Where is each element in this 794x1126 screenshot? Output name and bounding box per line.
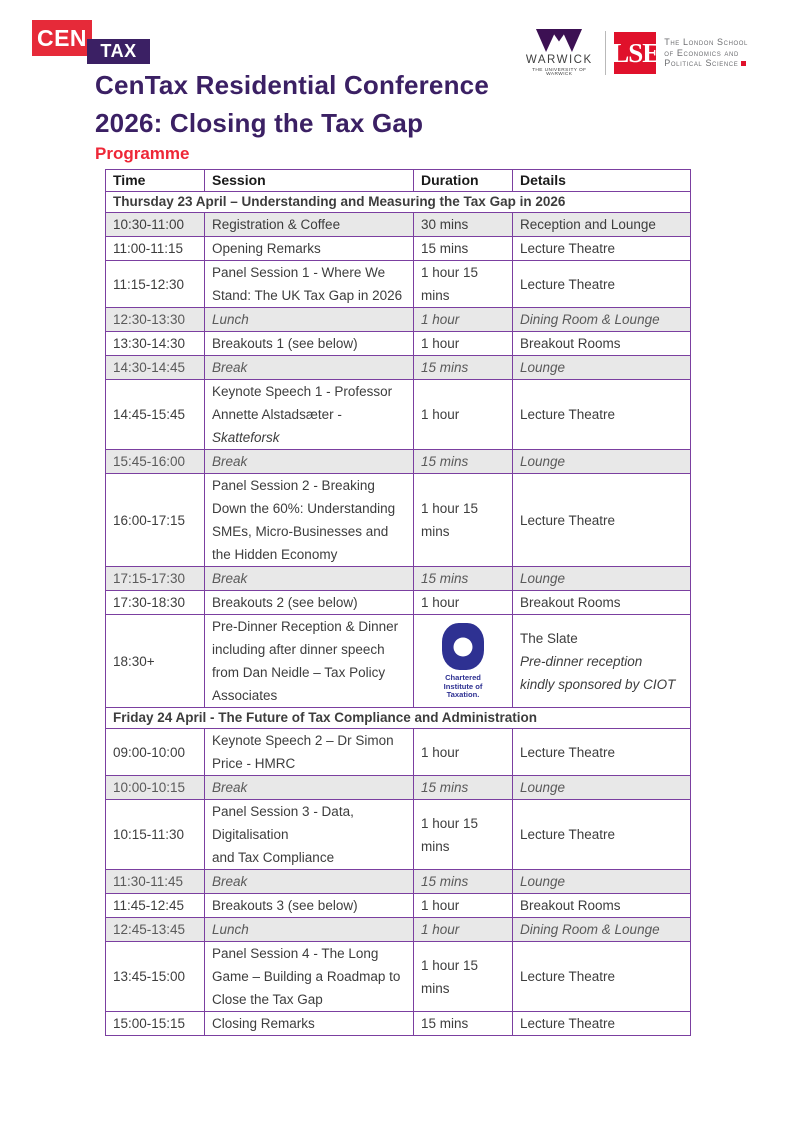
programme-row bbox=[106, 380, 691, 450]
programme-row bbox=[106, 918, 691, 942]
cell-line: Lecture Theatre bbox=[520, 241, 616, 256]
cell-line: Lounge bbox=[520, 454, 566, 469]
cell-line: Break bbox=[212, 454, 248, 469]
session-cell bbox=[205, 261, 414, 308]
time-cell bbox=[106, 870, 205, 894]
lse-line1: The London School bbox=[664, 37, 748, 48]
lse-line2: of Economics and bbox=[664, 47, 739, 58]
details-cell bbox=[513, 729, 691, 776]
cell-line: Lunch bbox=[212, 312, 249, 327]
cell-line: Panel Session 1 - Where We bbox=[212, 265, 386, 280]
page-title bbox=[95, 66, 489, 142]
cell-line: Break bbox=[212, 360, 248, 375]
warwick-name: WARWICK bbox=[525, 54, 593, 66]
cell-line: Pre-Dinner Reception & Dinner bbox=[212, 619, 399, 634]
details-cell bbox=[513, 308, 691, 332]
cell-line: Digitalisation bbox=[212, 827, 289, 842]
details-cell bbox=[513, 380, 691, 450]
column-header-duration: Duration bbox=[414, 170, 513, 192]
cell-line: Associates bbox=[212, 688, 278, 703]
ciot-logo bbox=[421, 618, 505, 704]
lse-wordmark bbox=[664, 37, 748, 69]
page-title-line1: CenTax Residential Conference bbox=[95, 70, 489, 100]
details-cell bbox=[513, 332, 691, 356]
duration-cell bbox=[414, 870, 513, 894]
cell-line: 1 hour 15 bbox=[421, 501, 479, 516]
duration-cell bbox=[414, 567, 513, 591]
section-heading-row bbox=[106, 192, 691, 213]
details-cell bbox=[513, 591, 691, 615]
centax-tax-box bbox=[87, 39, 150, 64]
cell-line: the Hidden Economy bbox=[212, 547, 338, 562]
centax-logo bbox=[32, 20, 162, 66]
cell-line: 11:45-12:45 bbox=[113, 898, 185, 913]
cell-line: Dining Room & Lounge bbox=[520, 922, 660, 937]
duration-cell bbox=[414, 1012, 513, 1036]
cell-line: 15:45-16:00 bbox=[113, 454, 186, 469]
programme-row bbox=[106, 591, 691, 615]
details-cell bbox=[513, 1012, 691, 1036]
session-cell bbox=[205, 776, 414, 800]
cell-line: Registration & Coffee bbox=[212, 217, 341, 232]
cell-line: 17:15-17:30 bbox=[113, 571, 186, 586]
cell-line: mins bbox=[421, 524, 450, 539]
cell-line: Lounge bbox=[520, 874, 566, 889]
session-cell bbox=[205, 380, 414, 450]
cell-line: Panel Session 3 - Data, bbox=[212, 804, 354, 819]
cell-line: Reception and Lounge bbox=[520, 217, 656, 232]
cell-line: Keynote Speech 1 - Professor bbox=[212, 384, 393, 399]
duration-cell bbox=[414, 332, 513, 356]
cell-line: Closing Remarks bbox=[212, 1016, 315, 1031]
time-cell bbox=[106, 615, 205, 708]
cell-line: Lounge bbox=[520, 780, 566, 795]
cell-line: 11:30-11:45 bbox=[113, 874, 184, 889]
duration-cell bbox=[414, 918, 513, 942]
cell-line: Lecture Theatre bbox=[520, 407, 616, 422]
time-cell bbox=[106, 918, 205, 942]
cell-line: 15 mins bbox=[421, 1016, 469, 1031]
column-header-details: Details bbox=[513, 170, 691, 192]
cell-line: mins bbox=[421, 838, 450, 854]
programme-row bbox=[106, 800, 691, 870]
cell-line: 1 hour 15 bbox=[421, 957, 479, 973]
cell-line: Breakout Rooms bbox=[520, 595, 621, 610]
cell-line: 10:15-11:30 bbox=[113, 827, 185, 842]
cell-line: Lecture Theatre bbox=[520, 276, 616, 292]
cell-line: Lounge bbox=[520, 571, 566, 586]
cell-line: Panel Session 2 - Breaking bbox=[212, 478, 375, 493]
cell-line: Break bbox=[212, 874, 248, 889]
cell-line: Breakouts 2 (see below) bbox=[212, 595, 358, 610]
cell-line: 15 mins bbox=[421, 241, 469, 256]
time-cell bbox=[106, 450, 205, 474]
cell-line: 16:00-17:15 bbox=[113, 512, 186, 528]
details-cell bbox=[513, 942, 691, 1012]
details-cell bbox=[513, 870, 691, 894]
session-cell bbox=[205, 567, 414, 591]
time-cell bbox=[106, 237, 205, 261]
centax-tax-text: TAX bbox=[100, 41, 137, 61]
cell-line: Lecture Theatre bbox=[520, 827, 616, 842]
duration-cell bbox=[414, 942, 513, 1012]
cell-line: 1 hour 15 bbox=[421, 815, 479, 831]
programme-row bbox=[106, 894, 691, 918]
table-header-row bbox=[106, 170, 691, 192]
cell-line: Lounge bbox=[520, 360, 566, 375]
programme-row bbox=[106, 1012, 691, 1036]
programme-row bbox=[106, 729, 691, 776]
cell-line: Lunch bbox=[212, 922, 249, 937]
details-cell bbox=[513, 567, 691, 591]
cell-line: Annette Alstadsæter - bbox=[212, 407, 342, 422]
session-cell bbox=[205, 1012, 414, 1036]
programme-row bbox=[106, 308, 691, 332]
cell-line: 30 mins bbox=[421, 217, 469, 232]
programme-row bbox=[106, 450, 691, 474]
duration-cell bbox=[414, 591, 513, 615]
programme-heading: Programme bbox=[95, 144, 190, 163]
cell-line: Close the Tax Gap bbox=[212, 992, 323, 1007]
cell-line: Lecture Theatre bbox=[520, 1016, 616, 1031]
column-header-session: Session bbox=[205, 170, 414, 192]
programme-table-body bbox=[106, 192, 691, 1036]
cell-line: and Tax Compliance bbox=[212, 850, 335, 865]
duration-cell bbox=[414, 450, 513, 474]
programme-row bbox=[106, 332, 691, 356]
duration-cell bbox=[414, 356, 513, 380]
cell-line: 17:30-18:30 bbox=[113, 595, 186, 610]
session-cell bbox=[205, 918, 414, 942]
session-cell bbox=[205, 800, 414, 870]
duration-cell bbox=[414, 894, 513, 918]
cell-line: Breakouts 1 (see below) bbox=[212, 336, 358, 351]
cell-line: Keynote Speech 2 – Dr Simon bbox=[212, 733, 394, 748]
time-cell bbox=[106, 942, 205, 1012]
cell-line: Breakouts 3 (see below) bbox=[212, 898, 358, 913]
cell-line: 10:30-11:00 bbox=[113, 217, 185, 232]
time-cell bbox=[106, 261, 205, 308]
time-cell bbox=[106, 332, 205, 356]
details-cell bbox=[513, 261, 691, 308]
cell-line: including after dinner speech bbox=[212, 642, 385, 657]
time-cell bbox=[106, 567, 205, 591]
duration-cell bbox=[414, 237, 513, 261]
cell-line: 14:45-15:45 bbox=[113, 407, 186, 422]
lse-acronym: LSE bbox=[611, 37, 660, 68]
cell-line: 14:30-14:45 bbox=[113, 360, 186, 375]
session-cell bbox=[205, 237, 414, 261]
details-cell bbox=[513, 474, 691, 567]
ciot-ring-icon bbox=[442, 623, 484, 670]
programme-row bbox=[106, 776, 691, 800]
cell-line: Opening Remarks bbox=[212, 241, 321, 256]
cell-line: 1 hour bbox=[421, 744, 460, 760]
cell-line: 1 hour bbox=[421, 595, 460, 610]
cell-line: 1 hour bbox=[421, 407, 460, 422]
cell-line: Skatteforsk bbox=[212, 430, 280, 445]
cell-line: 15:00-15:15 bbox=[113, 1016, 186, 1031]
cell-line: 15 mins bbox=[421, 780, 469, 795]
duration-cell bbox=[414, 380, 513, 450]
cell-line: Lecture Theatre bbox=[520, 744, 616, 760]
cell-line: Lecture Theatre bbox=[520, 512, 616, 528]
time-cell bbox=[106, 729, 205, 776]
cell-line: 1 hour bbox=[421, 336, 460, 351]
details-cell bbox=[513, 800, 691, 870]
time-cell bbox=[106, 356, 205, 380]
time-cell bbox=[106, 894, 205, 918]
session-cell bbox=[205, 450, 414, 474]
programme-row bbox=[106, 261, 691, 308]
session-cell bbox=[205, 332, 414, 356]
time-cell bbox=[106, 1012, 205, 1036]
cell-line: Break bbox=[212, 571, 248, 586]
cell-line: Dining Room & Lounge bbox=[520, 312, 660, 327]
time-cell bbox=[106, 776, 205, 800]
cell-line: Breakout Rooms bbox=[520, 898, 621, 913]
page-title-line2: 2026: Closing the Tax Gap bbox=[95, 108, 424, 138]
duration-cell bbox=[414, 308, 513, 332]
programme-row bbox=[106, 356, 691, 380]
cell-line: Breakout Rooms bbox=[520, 336, 621, 351]
session-cell bbox=[205, 729, 414, 776]
details-cell bbox=[513, 776, 691, 800]
duration-cell bbox=[414, 261, 513, 308]
cell-line: 15 mins bbox=[421, 360, 469, 375]
cell-line: Game – Building a Roadmap to bbox=[212, 969, 401, 984]
section-heading-row bbox=[106, 708, 691, 729]
section-heading: Friday 24 April - The Future of Tax Compliance and Administration bbox=[106, 708, 691, 729]
partner-logos bbox=[523, 28, 748, 78]
programme-row bbox=[106, 474, 691, 567]
duration-cell bbox=[414, 729, 513, 776]
time-cell bbox=[106, 800, 205, 870]
session-cell bbox=[205, 308, 414, 332]
cell-line: 13:30-14:30 bbox=[113, 336, 186, 351]
session-cell bbox=[205, 474, 414, 567]
programme-row bbox=[106, 213, 691, 237]
duration-cell bbox=[414, 615, 513, 708]
duration-cell bbox=[414, 474, 513, 567]
cell-line: mins bbox=[421, 288, 450, 303]
cell-line: SMEs, Micro-Businesses and bbox=[212, 524, 389, 539]
cell-line: from Dan Neidle – Tax Policy bbox=[212, 665, 386, 680]
cell-line: Stand: The UK Tax Gap in 2026 bbox=[212, 288, 403, 303]
cell-line: 15 mins bbox=[421, 454, 469, 469]
lse-logo bbox=[611, 32, 660, 74]
cell-line: 1 hour 15 bbox=[421, 265, 479, 280]
cell-line: kindly sponsored by CIOT bbox=[520, 676, 676, 692]
lse-red-square-icon bbox=[741, 61, 746, 66]
programme-row bbox=[106, 942, 691, 1012]
logo-divider bbox=[605, 31, 606, 75]
cell-line: Price - HMRC bbox=[212, 756, 296, 771]
time-cell bbox=[106, 213, 205, 237]
duration-cell bbox=[414, 213, 513, 237]
cell-line: 11:15-12:30 bbox=[113, 276, 185, 292]
cell-line: 12:30-13:30 bbox=[113, 312, 186, 327]
centax-cen-text: CEN bbox=[36, 24, 88, 51]
cell-line: 1 hour bbox=[421, 312, 460, 327]
details-cell bbox=[513, 237, 691, 261]
duration-cell bbox=[414, 800, 513, 870]
cell-line: 13:45-15:00 bbox=[113, 969, 186, 984]
column-header-time: Time bbox=[106, 170, 205, 192]
cell-line: 1 hour bbox=[421, 898, 460, 913]
cell-line: Panel Session 4 - The Long bbox=[212, 946, 379, 961]
time-cell bbox=[106, 591, 205, 615]
details-cell bbox=[513, 450, 691, 474]
cell-line: 18:30+ bbox=[113, 653, 155, 669]
cell-line: Break bbox=[212, 780, 248, 795]
session-cell bbox=[205, 942, 414, 1012]
cell-line: 09:00-10:00 bbox=[113, 744, 186, 760]
details-cell bbox=[513, 213, 691, 237]
duration-cell bbox=[414, 776, 513, 800]
programme-row bbox=[106, 567, 691, 591]
session-cell bbox=[205, 615, 414, 708]
cell-line: mins bbox=[421, 980, 450, 996]
cell-line: Down the 60%: Understanding bbox=[212, 501, 396, 516]
programme-row bbox=[106, 615, 691, 708]
session-cell bbox=[205, 870, 414, 894]
time-cell bbox=[106, 380, 205, 450]
warwick-logo bbox=[523, 28, 595, 78]
lse-line3: Political Science bbox=[664, 58, 748, 69]
section-heading: Thursday 23 April – Understanding and Measuring the Tax Gap in 2026 bbox=[106, 192, 691, 213]
cell-line: Pre-dinner reception bbox=[520, 653, 643, 669]
session-cell bbox=[205, 213, 414, 237]
session-cell bbox=[205, 591, 414, 615]
cell-line: 15 mins bbox=[421, 571, 469, 586]
cell-line: Lecture Theatre bbox=[520, 969, 616, 984]
session-cell bbox=[205, 356, 414, 380]
centax-cen-box bbox=[32, 20, 92, 56]
cell-line: 10:00-10:15 bbox=[113, 780, 186, 795]
details-cell bbox=[513, 356, 691, 380]
programme-row bbox=[106, 237, 691, 261]
cell-line: 11:00-11:15 bbox=[113, 241, 184, 256]
cell-line: 1 hour bbox=[421, 922, 460, 937]
details-cell bbox=[513, 894, 691, 918]
ciot-caption: Chartered Institute of Taxation. bbox=[443, 673, 483, 700]
cell-line: 15 mins bbox=[421, 874, 469, 889]
warwick-subtitle: THE UNIVERSITY OF WARWICK bbox=[532, 67, 587, 78]
session-cell bbox=[205, 894, 414, 918]
details-cell bbox=[513, 918, 691, 942]
details-cell bbox=[513, 615, 691, 708]
time-cell bbox=[106, 308, 205, 332]
programme-row bbox=[106, 870, 691, 894]
programme-table bbox=[105, 169, 691, 1036]
time-cell bbox=[106, 474, 205, 567]
warwick-w-icon bbox=[535, 28, 583, 53]
cell-line: The Slate bbox=[520, 630, 578, 646]
cell-line: 12:45-13:45 bbox=[113, 922, 186, 937]
